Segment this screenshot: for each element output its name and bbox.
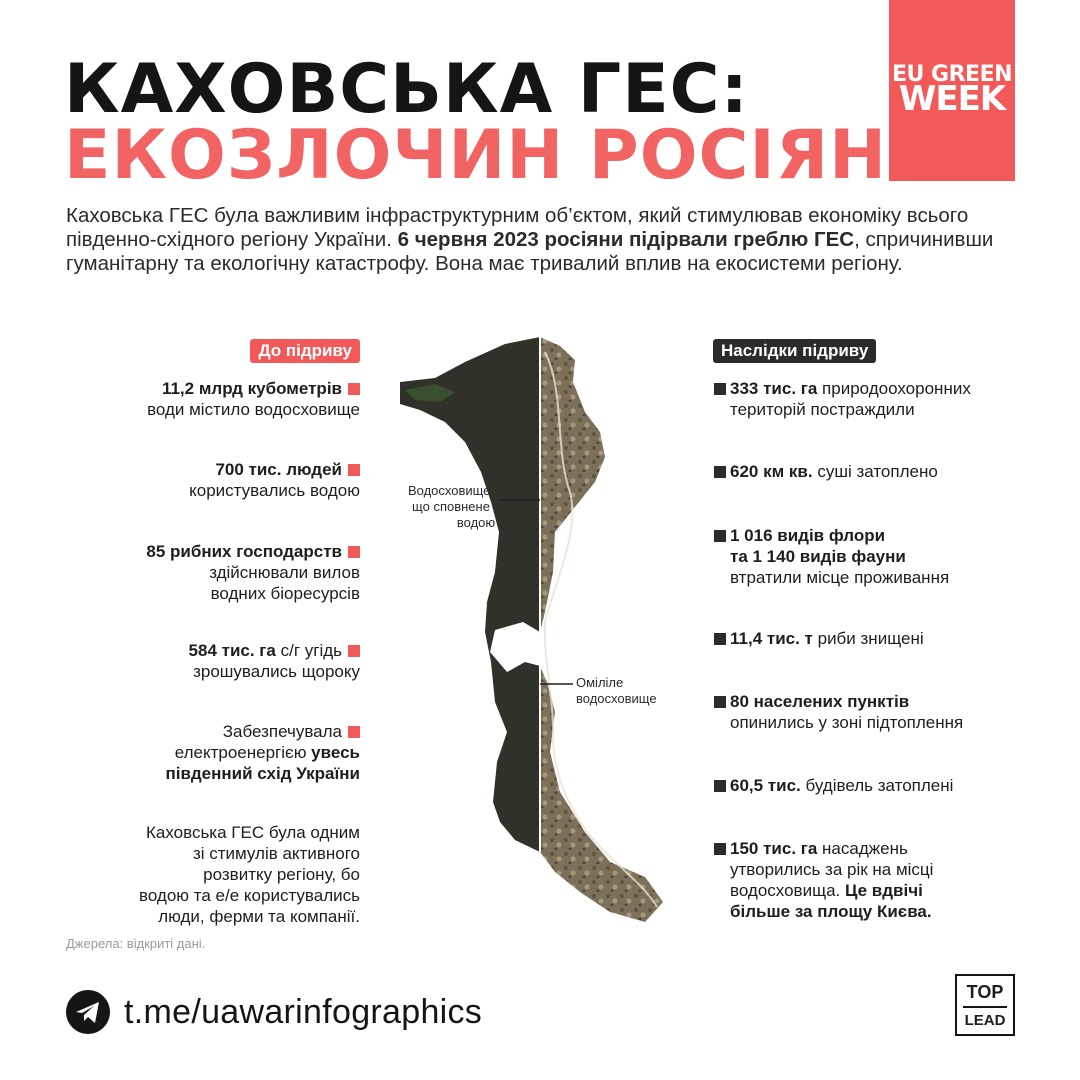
map-label-drained [576,675,657,707]
item-bold: 80 населених пунктів [730,692,910,711]
item-bold: та 1 140 видів фауни [730,547,906,566]
item-bold: південний схід України [165,764,360,783]
item-bold: 150 тис. га [730,839,818,858]
item-text: суші затоплено [817,462,938,481]
item-text: водних біоресурсів [210,584,360,603]
item-bold: Це вдвічі [844,881,923,900]
square-icon [348,546,360,558]
item-bold: увесь [311,743,360,762]
note-line: люди, ферми та компанії. [158,907,360,926]
item-bold: 11,2 млрд кубометрів [161,379,342,398]
map-label-line: Водосховище, [407,483,495,498]
map-label-line: що сповнене [412,499,490,514]
item-text: втратили місце проживання [730,568,950,587]
item-text: зрошувались щороку [193,662,360,681]
before-item-electricity [165,721,360,784]
reservoir-map-svg [395,332,675,928]
square-icon [714,843,726,855]
top-lead-logo [955,974,1015,1036]
before-note [139,822,360,927]
item-text: електроенергією [174,743,312,762]
item-text: територій постраждили [730,400,915,419]
square-icon [714,383,726,395]
after-item-protected-areas [714,378,971,420]
page-title-line1: КАХОВСЬКА ГЕС: [64,50,749,129]
before-item-water-volume [147,378,360,420]
after-item-species [714,525,949,588]
item-text: с/г угідь [280,641,342,660]
item-bold: 700 тис. людей [215,460,342,479]
item-text: природоохоронних [822,379,971,398]
logo-divider [963,1006,1007,1008]
square-icon [714,530,726,542]
after-item-flooded-land [714,461,938,482]
square-icon [348,726,360,738]
intro-part1: Каховська ГЕС була важливим інфраструктурним об’єктом, який стимулював економіку всього південно-східного регіону України. [66,204,969,251]
item-text: користувались водою [189,481,360,500]
badge-line2: WEEK [898,79,1006,119]
item-text: Забезпечувала [222,722,342,741]
eu-green-week-badge [889,0,1015,181]
after-item-buildings [714,775,953,796]
page-title-line2: ЕКОЗЛОЧИН РОСІЯН [64,116,888,195]
reservoir-comparison-map [395,332,675,928]
item-text: водосховища. [730,881,845,900]
square-icon [714,466,726,478]
source-note: Джерела: відкриті дані. [66,936,206,951]
after-item-settlements [714,691,963,733]
full-reservoir-shape [400,337,540,852]
item-text: води містило водосховище [147,400,360,419]
before-item-fisheries [146,541,360,604]
after-header: Наслідки підриву [713,339,876,363]
item-bold: 620 км кв. [730,462,813,481]
note-line: розвитку регіону, бо [203,865,360,884]
item-text: утворились за рік на місці [730,860,934,879]
intro-part2: , спричинивши гуманітарну та екологічну катастрофу. Вона має тривалий вплив на екосистеми регіону. [66,228,994,275]
item-text: опинились у зоні підтоплення [730,713,964,732]
square-icon [348,383,360,395]
before-item-people [189,459,360,501]
square-icon [714,696,726,708]
after-item-fish [714,628,924,649]
before-item-irrigation [189,640,360,682]
after-item-vegetation [714,838,933,922]
telegram-link[interactable]: t.me/uawarinfographics [124,993,483,1031]
badge-line1: EU GREEN [891,62,1013,87]
item-text: риби знищені [817,629,924,648]
item-text: насаджень [822,839,908,858]
item-bold: 11,4 тис. т [730,629,813,648]
item-bold: 85 рибних господарств [146,542,342,561]
note-line: зі стимулів активного [192,844,360,863]
square-icon [714,780,726,792]
intro-paragraph [66,204,1026,276]
item-text: здійснювали вилов [209,563,360,582]
item-bold: 333 тис. га [730,379,818,398]
square-icon [714,633,726,645]
logo-top: TOP [966,982,1004,1002]
item-bold: 584 тис. га [188,641,276,660]
map-label-line: водою [456,515,496,530]
item-text: будівель затоплені [805,776,954,795]
note-line: Каховська ГЕС була одним [145,823,360,842]
item-bold: більше за площу Києва. [730,902,932,921]
map-label-full [398,483,504,531]
note-line: водою та е/е користувались [139,886,360,905]
square-icon [348,645,360,657]
drained-reservoir-shape [540,337,663,922]
map-label-line: водосховище [576,691,657,706]
square-icon [348,464,360,476]
item-bold: 1 016 видів флори [730,526,886,545]
logo-bottom: LEAD [964,1012,1006,1029]
telegram-icon[interactable] [66,990,110,1034]
paper-plane-icon [66,990,110,1034]
item-bold: 60,5 тис. [730,776,801,795]
intro-bold: 6 червня 2023 росіяни підірвали греблю ГЕС [397,228,855,251]
before-header: До підриву [250,339,360,363]
map-label-line: Оміліле [576,675,624,690]
